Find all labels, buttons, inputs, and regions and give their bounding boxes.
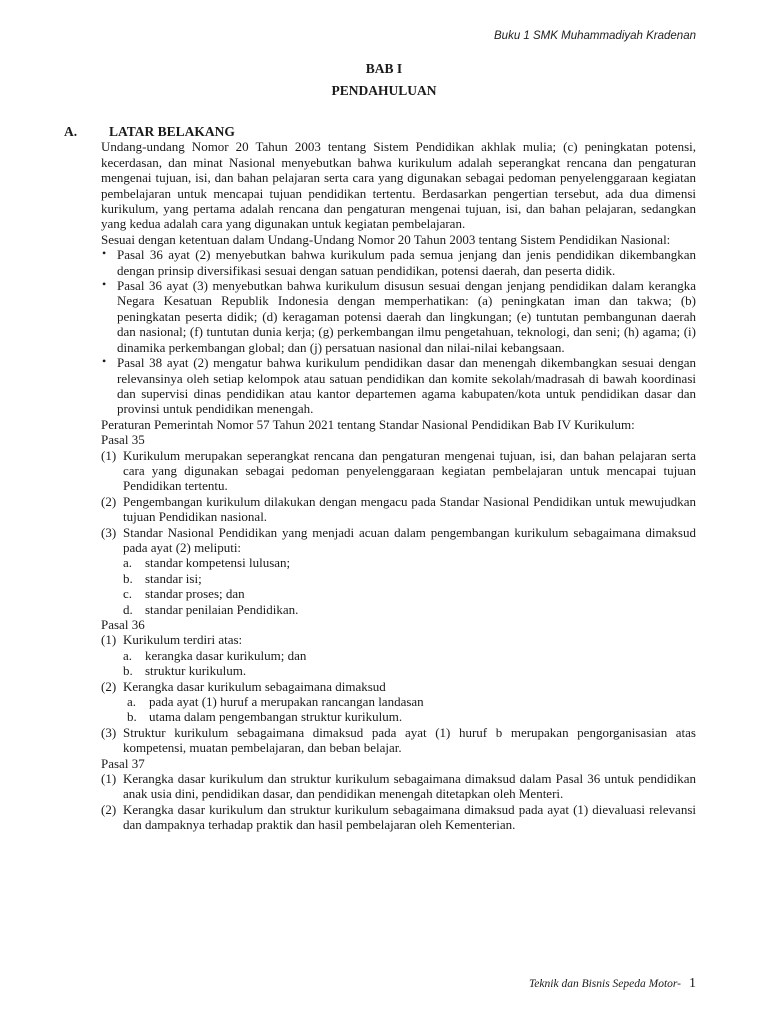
item-letter: b. [123,570,133,586]
item-text: Struktur kurikulum sebagaimana dimaksud pada ayat (1) huruf b merupakan pengorganisasian atas kompetensi, muatan pembelajaran, dan beban belajar. [123,724,696,756]
item-number: (3) [101,724,117,740]
item-text: Kurikulum merupakan seperangkat rencana dan pengaturan mengenai tujuan, isi, dan bahan pelajaran serta cara yang digunakan sebagai pedoman penyelenggaraan kegiatan pembelajaran untuk mencapai tujuan Pendidikan tertentu. [123,447,696,494]
item-number: (1) [101,771,117,787]
numbered-item [101,802,696,833]
item-text: Kerangka dasar kurikulum dan struktur kurikulum sebagaimana dimaksud dalam Pasal 36 untuk pendidikan anak usia dini, pendidikan dasar, dan pendidikan menengah ditetapkan oleh Menteri. [123,771,696,802]
item-text: pada ayat (1) huruf a merupakan rancangan landasan [149,694,424,710]
pasal-35-title: Pasal 35 [101,432,145,448]
numbered-item [101,679,696,694]
item-number: (2) [101,678,117,694]
item-letter: b. [127,709,137,725]
item-text: kerangka dasar kurikulum; dan [145,647,307,663]
section-letter: A. [64,124,78,139]
lettered-item [101,586,696,601]
paragraph-pp-intro: Peraturan Pemerintah Nomor 57 Tahun 2021 tentang Standar Nasional Pendidikan Bab IV Kurikulum: [101,416,635,432]
chapter-heading [0,58,768,102]
item-text: Kerangka dasar kurikulum sebagaimana dimaksud [123,678,386,694]
item-text: standar kompetensi lulusan; [145,555,291,571]
lettered-item [101,555,696,570]
numbered-item [101,494,696,525]
chapter-title: PENDAHULUAN [331,83,437,98]
item-text: Kerangka dasar kurikulum dan struktur kurikulum sebagaimana dimaksud pada ayat (1) dievaluasi relevansi dan dampaknya terhadap praktik dan hasil pembelajaran oleh Kementerian. [123,801,696,833]
paragraph-definition: Undang-undang Nomor 20 Tahun 2003 tentang Sistem Pendidikan akhlak mulia; (c) peningkatan potensi, kecerdasan, dan minat Nasional menyebutkan bahwa kurikulum adalah seperangkat rencana dan pengaturan mengenai tujuan, isi, dan bahan pelajaran serta cara yang digunakan sebagai pedoman penyelenggaraan kegiatan pembelajaran untuk mencapai tujuan pendidikan tertentu. Berdasarkan pengertian tersebut, ada dua dimensi kurikulum, yang pertama adalah rencana dan pengaturan mengenai tujuan, isi, dan bahan pelajaran, sedangkan yang kedua adalah cara yang digunakan untuk kegiatan pembelajaran. [101,139,696,232]
item-number: (2) [101,801,117,817]
bullet-text: Pasal 36 ayat (2) menyebutkan bahwa kurikulum pada semua jenjang dan jenis pendidikan dikembangkan dengan prinsip diversifikasi sesuai dengan satuan pendidikan, potensi daerah, dan peserta didik. [117,247,696,278]
item-text: utama dalam pengembangan struktur kurikulum. [149,709,403,725]
bullet-icon: • [102,354,107,369]
pasal-37-title: Pasal 37 [101,755,145,771]
item-number: (1) [101,632,117,648]
item-text: Pengembangan kurikulum dilakukan dengan mengacu pada Standar Nasional Pendidikan untuk mewujudkan tujuan Pendidikan nasional. [123,493,696,525]
item-letter: d. [123,601,133,617]
lettered-item [101,694,696,709]
lettered-item [101,571,696,586]
chapter-label: BAB I [365,61,403,76]
bullet-text: Pasal 38 ayat (2) mengatur bahwa kurikulum pendidikan dasar dan menengah dikembangkan sesuai dengan relevansinya oleh setiap kelompok atau satuan pendidikan dan komite sekolah/madrasah di bawah koordinasi dan supervisi dinas pendidikan atau kantor departemen agama kabupaten/kota untuk pendidikan dasar dan provinsi untuk pendidikan menengah. [117,355,696,417]
item-letter: a. [127,694,137,710]
numbered-item [101,448,696,494]
page-footer [529,976,696,992]
item-text: standar proses; dan [145,586,245,602]
lettered-item [101,602,696,617]
bullet-text: Pasal 36 ayat (3) menyebutkan bahwa kurikulum disusun sesuai dengan jenjang pendidikan dalam kerangka Negara Kesatuan Republik Indonesia dengan memperhatikan: (a) peningkatan iman dan takwa; (b) peningkatan peserta didik; (d) keragaman potensi daerah dan lingkungan; (e) tuntutan pembangunan daerah dan nasional; (f) tuntutan dunia kerja; (g) perkembangan ilmu pengetahuan, teknologi, dan seni; (h) agama; (i) dinamika perkembangan global; dan (j) persatuan nasional dan nilai-nilai kebangsaan. [117,278,696,355]
bullet-icon: • [102,246,107,261]
item-text: Kurikulum terdiri atas: [123,632,243,648]
paragraph-uu-intro: Sesuai dengan ketentuan dalam Undang-Undang Nomor 20 Tahun 2003 tentang Sistem Pendidikan Nasional: [101,231,671,247]
document-body [64,124,696,833]
item-text: Standar Nasional Pendidikan yang menjadi acuan dalam pengembangan kurikulum sebagaimana dimaksud pada ayat (2) meliputi: [123,524,696,555]
item-number: (2) [101,493,117,509]
numbered-item [101,525,696,556]
running-header: Buku 1 SMK Muhammadiyah Kradenan [494,30,696,42]
bullet-item [101,247,696,278]
item-number: (1) [101,447,117,463]
numbered-item [101,725,696,756]
lettered-item [101,709,696,724]
section-heading [64,124,696,139]
bullet-item [101,355,696,417]
footer-title: Teknik dan Bisnis Sepeda Motor- [528,978,681,990]
numbered-item [101,632,696,647]
lettered-item [101,663,696,678]
item-text: struktur kurikulum. [145,663,247,679]
item-text: standar penilaian Pendidikan. [145,601,299,617]
bullet-item [101,278,696,355]
item-letter: c. [123,586,133,602]
item-letter: a. [123,555,133,571]
item-letter: a. [123,647,133,663]
lettered-item [101,648,696,663]
item-letter: b. [123,663,133,679]
page-number: 1 [689,976,696,991]
pasal-36-title: Pasal 36 [101,617,145,632]
numbered-item [101,771,696,802]
bullet-icon: • [102,277,107,292]
item-number: (3) [101,524,117,540]
item-text: standar isi; [145,570,202,586]
section-title: LATAR BELAKANG [109,124,235,139]
